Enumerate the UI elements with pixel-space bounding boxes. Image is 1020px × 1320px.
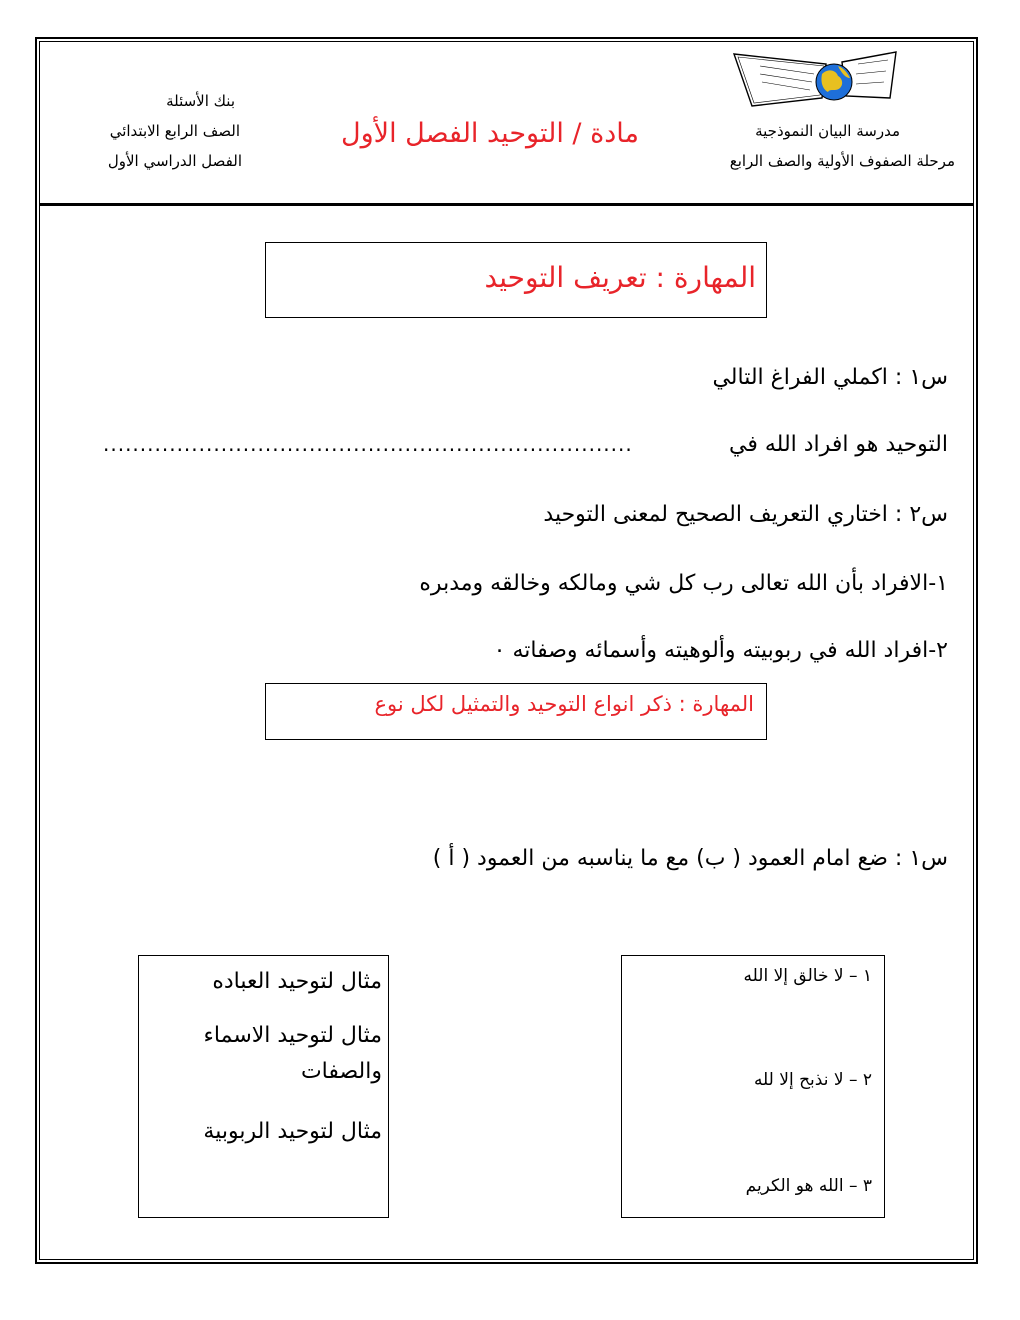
- school-logo-icon: [730, 48, 900, 112]
- grade-label: الصف الرابع الابتدائي: [109, 122, 240, 140]
- school-name: مدرسة البيان النموذجية: [755, 122, 900, 140]
- question-1-title: س١ : اكملي الفراغ التالي: [712, 365, 948, 390]
- question-2-option[interactable]: ٢-افراد الله في ربوبيته وألوهيته وأسمائه وصفاته ٠: [493, 638, 948, 663]
- fill-blank-line[interactable]: ........................................................................: [103, 432, 633, 456]
- subject-title: مادة / التوحيد الفصل الأول: [341, 118, 639, 149]
- term-label: الفصل الدراسي الأول: [107, 152, 242, 170]
- skill-types-label: المهارة : ذكر انواع التوحيد والتمثيل لكل نوع: [374, 692, 754, 716]
- column-b-box: [138, 955, 389, 1218]
- column-a-item[interactable]: ٢ – لا نذبح إلا لله: [753, 1070, 872, 1090]
- skill-box-definition: [265, 242, 767, 318]
- skill-box-types: [265, 683, 767, 740]
- matching-question-title: س١ : ضع امام العمود ( ب) مع ما يناسبه من العمود ( أ ): [432, 846, 948, 871]
- column-b-item[interactable]: مثال لتوحيد الربوبية: [203, 1119, 382, 1144]
- column-a-box: [621, 955, 885, 1218]
- school-stage: مرحلة الصفوف الأولية والصف الرابع: [729, 152, 955, 170]
- column-b-item[interactable]: مثال لتوحيد الاسماء والصفات: [203, 1023, 382, 1084]
- column-a-item[interactable]: ١ – لا خالق إلا الله: [743, 966, 872, 986]
- question-bank-title: بنك الأسئلة: [166, 92, 235, 110]
- question-1-sentence: التوحيد هو افراد الله في: [729, 432, 948, 457]
- column-b-item[interactable]: مثال لتوحيد العباده: [212, 969, 382, 994]
- skill-definition-label: المهارة : تعريف التوحيد: [484, 261, 756, 294]
- header-divider: [39, 203, 974, 206]
- question-2-title: س٢ : اختاري التعريف الصحيح لمعنى التوحيد: [543, 502, 948, 527]
- question-2-option[interactable]: ١-الافراد بأن الله تعالى رب كل شي ومالكه وخالقه ومدبره: [419, 571, 948, 596]
- column-a-item[interactable]: ٣ – الله هو الكريم: [745, 1176, 872, 1196]
